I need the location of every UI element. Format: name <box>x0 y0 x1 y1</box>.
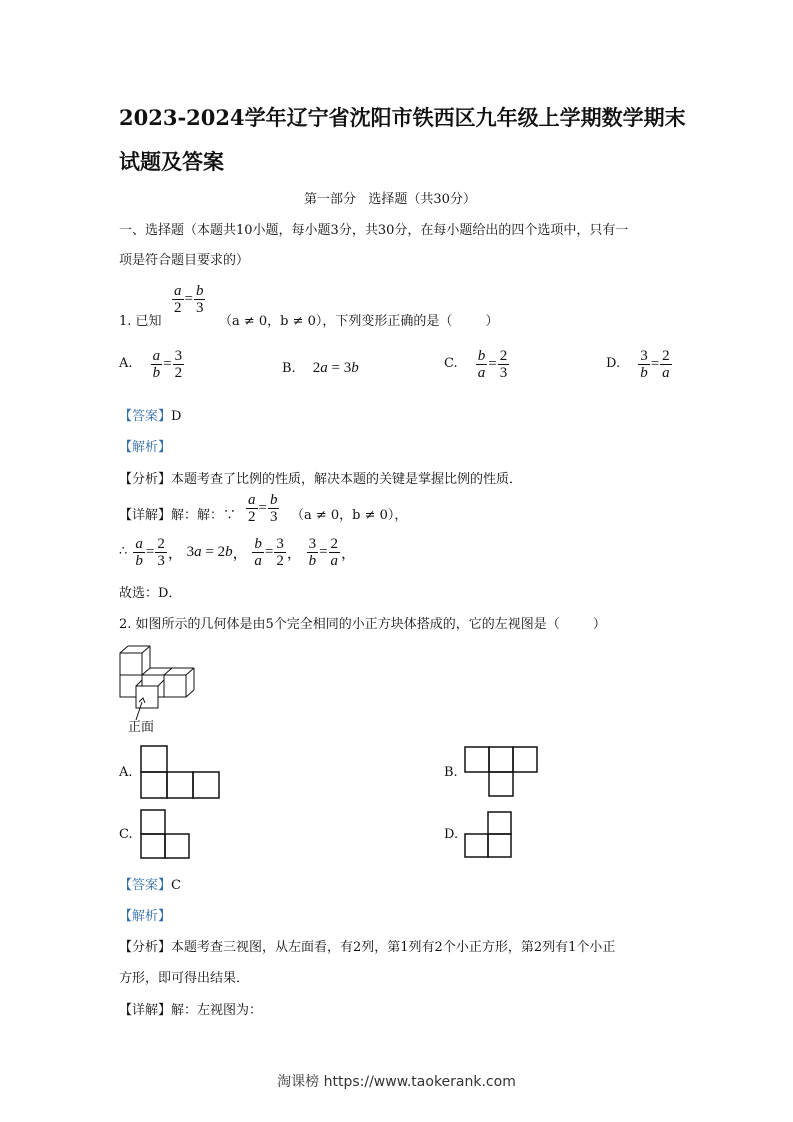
instructions-line2: 项是符合题目要求的） <box>119 253 250 268</box>
q1-option-b-label: B. <box>282 361 296 376</box>
q1-answer-tag: 【答案】 <box>119 409 172 424</box>
q1-option-b[interactable] <box>282 357 359 377</box>
q1-answer-value: D <box>171 409 182 424</box>
q1-given-equation: $\frac{a}{2}$ = $\frac{b}{3}$ <box>174 283 204 316</box>
q2-detail-text: 解：左视图为： <box>171 1003 263 1018</box>
q2-front-label: 正面 <box>128 720 155 735</box>
q1-option-d-label: D. <box>606 355 621 371</box>
q1-option-c-label: C. <box>444 355 458 371</box>
q1-option-b-expression: 2a = 3b <box>312 360 359 376</box>
q2-option-b-label: B. <box>444 765 458 780</box>
q2-answer <box>119 874 181 893</box>
q1-option-d-expression: $\frac{3}{b}$ = $\frac{2}{a}$ <box>640 348 670 381</box>
section-heading: 第一部分 选择题（共30分） <box>304 192 476 207</box>
q1-analysis <box>119 468 522 487</box>
therefore-symbol: ∴ <box>119 543 128 559</box>
q1-option-c-expression: $\frac{b}{a}$ = $\frac{2}{3}$ <box>477 348 508 381</box>
footer-watermark: 淘课榜 https://www.taokerank.com <box>277 1074 516 1090</box>
q2-analysis-text: 本题考查三视图，从左面看，有2列，第1列有2个小正方形，第2列有1个小正 <box>171 940 616 955</box>
q1-detail-condition: （a ≠ 0，b ≠ 0）， <box>291 508 408 523</box>
q1-option-a[interactable] <box>119 348 185 381</box>
q2-jiexi-tag: 【解析】 <box>119 909 172 924</box>
q2-option-a-figure[interactable] <box>140 745 222 799</box>
q1-analysis-tag: 【分析】 <box>119 472 172 487</box>
instructions-line1: 一、选择题（本题共10小题，每小题3分，共30分，在每小题给出的四个选项中，只有一 <box>119 223 629 238</box>
q2-analysis-line2: 方形，即可得出结果． <box>119 971 250 986</box>
question-2-stem: 2. 如图所示的几何体是由5个完全相同的小正方块体搭成的，它的左视图是（ ） <box>119 617 606 632</box>
q1-detail-equation: $\frac{a}{2}$ = $\frac{b}{3}$ <box>248 492 278 525</box>
q1-jiexi-tag: 【解析】 <box>119 440 172 455</box>
q2-analysis-tag: 【分析】 <box>119 940 172 955</box>
q2-option-d-figure[interactable] <box>464 811 514 859</box>
q1-option-d[interactable] <box>606 348 673 381</box>
q1-analysis-text: 本题考查了比例的性质，解决本题的关键是掌握比例的性质． <box>171 472 523 487</box>
q1-option-a-label: A. <box>119 355 133 371</box>
q1-condition: （a ≠ 0，b ≠ 0），下列变形正确的是（ ） <box>219 314 499 329</box>
q2-option-d-label: D. <box>444 827 459 842</box>
q1-option-c[interactable] <box>444 348 510 381</box>
q2-analysis-line1 <box>119 936 615 955</box>
q1-prefix: 1. 已知 <box>119 314 162 329</box>
q2-detail <box>119 999 262 1018</box>
q2-detail-tag: 【详解】 <box>119 1003 172 1018</box>
q1-answer <box>119 405 181 424</box>
q1-option-a-expression: $\frac{a}{b}$ = $\frac{3}{2}$ <box>152 348 183 381</box>
q2-answer-tag: 【答案】 <box>119 878 172 893</box>
q2-option-a-label: A. <box>119 765 133 780</box>
q1-detail-prefix: 解：解：∵ <box>171 508 237 523</box>
document-title-line2: 试题及答案 <box>119 149 224 174</box>
q2-option-c-label: C. <box>119 827 133 842</box>
q1-conclusion: 故选：D． <box>119 586 182 601</box>
q1-derivation-expression: $\frac{a}{b}$ = $\frac{2}{3}$ ， 3a = 2b， $\frac{b}{a}$ = $\frac{3}{2}$ ， $\frac{3}{b}$ = $\frac{2}{a}$ ， <box>135 536 357 569</box>
q2-answer-value: C <box>171 878 181 893</box>
q2-option-c-figure[interactable] <box>140 809 192 861</box>
q1-detail-tag: 【详解】 <box>119 508 172 523</box>
document-title-line1: 2023-2024学年辽宁省沈阳市铁西区九年级上学期数学期末 <box>119 105 686 130</box>
q2-option-b-figure[interactable] <box>464 746 540 798</box>
q1-derivation <box>119 536 356 569</box>
